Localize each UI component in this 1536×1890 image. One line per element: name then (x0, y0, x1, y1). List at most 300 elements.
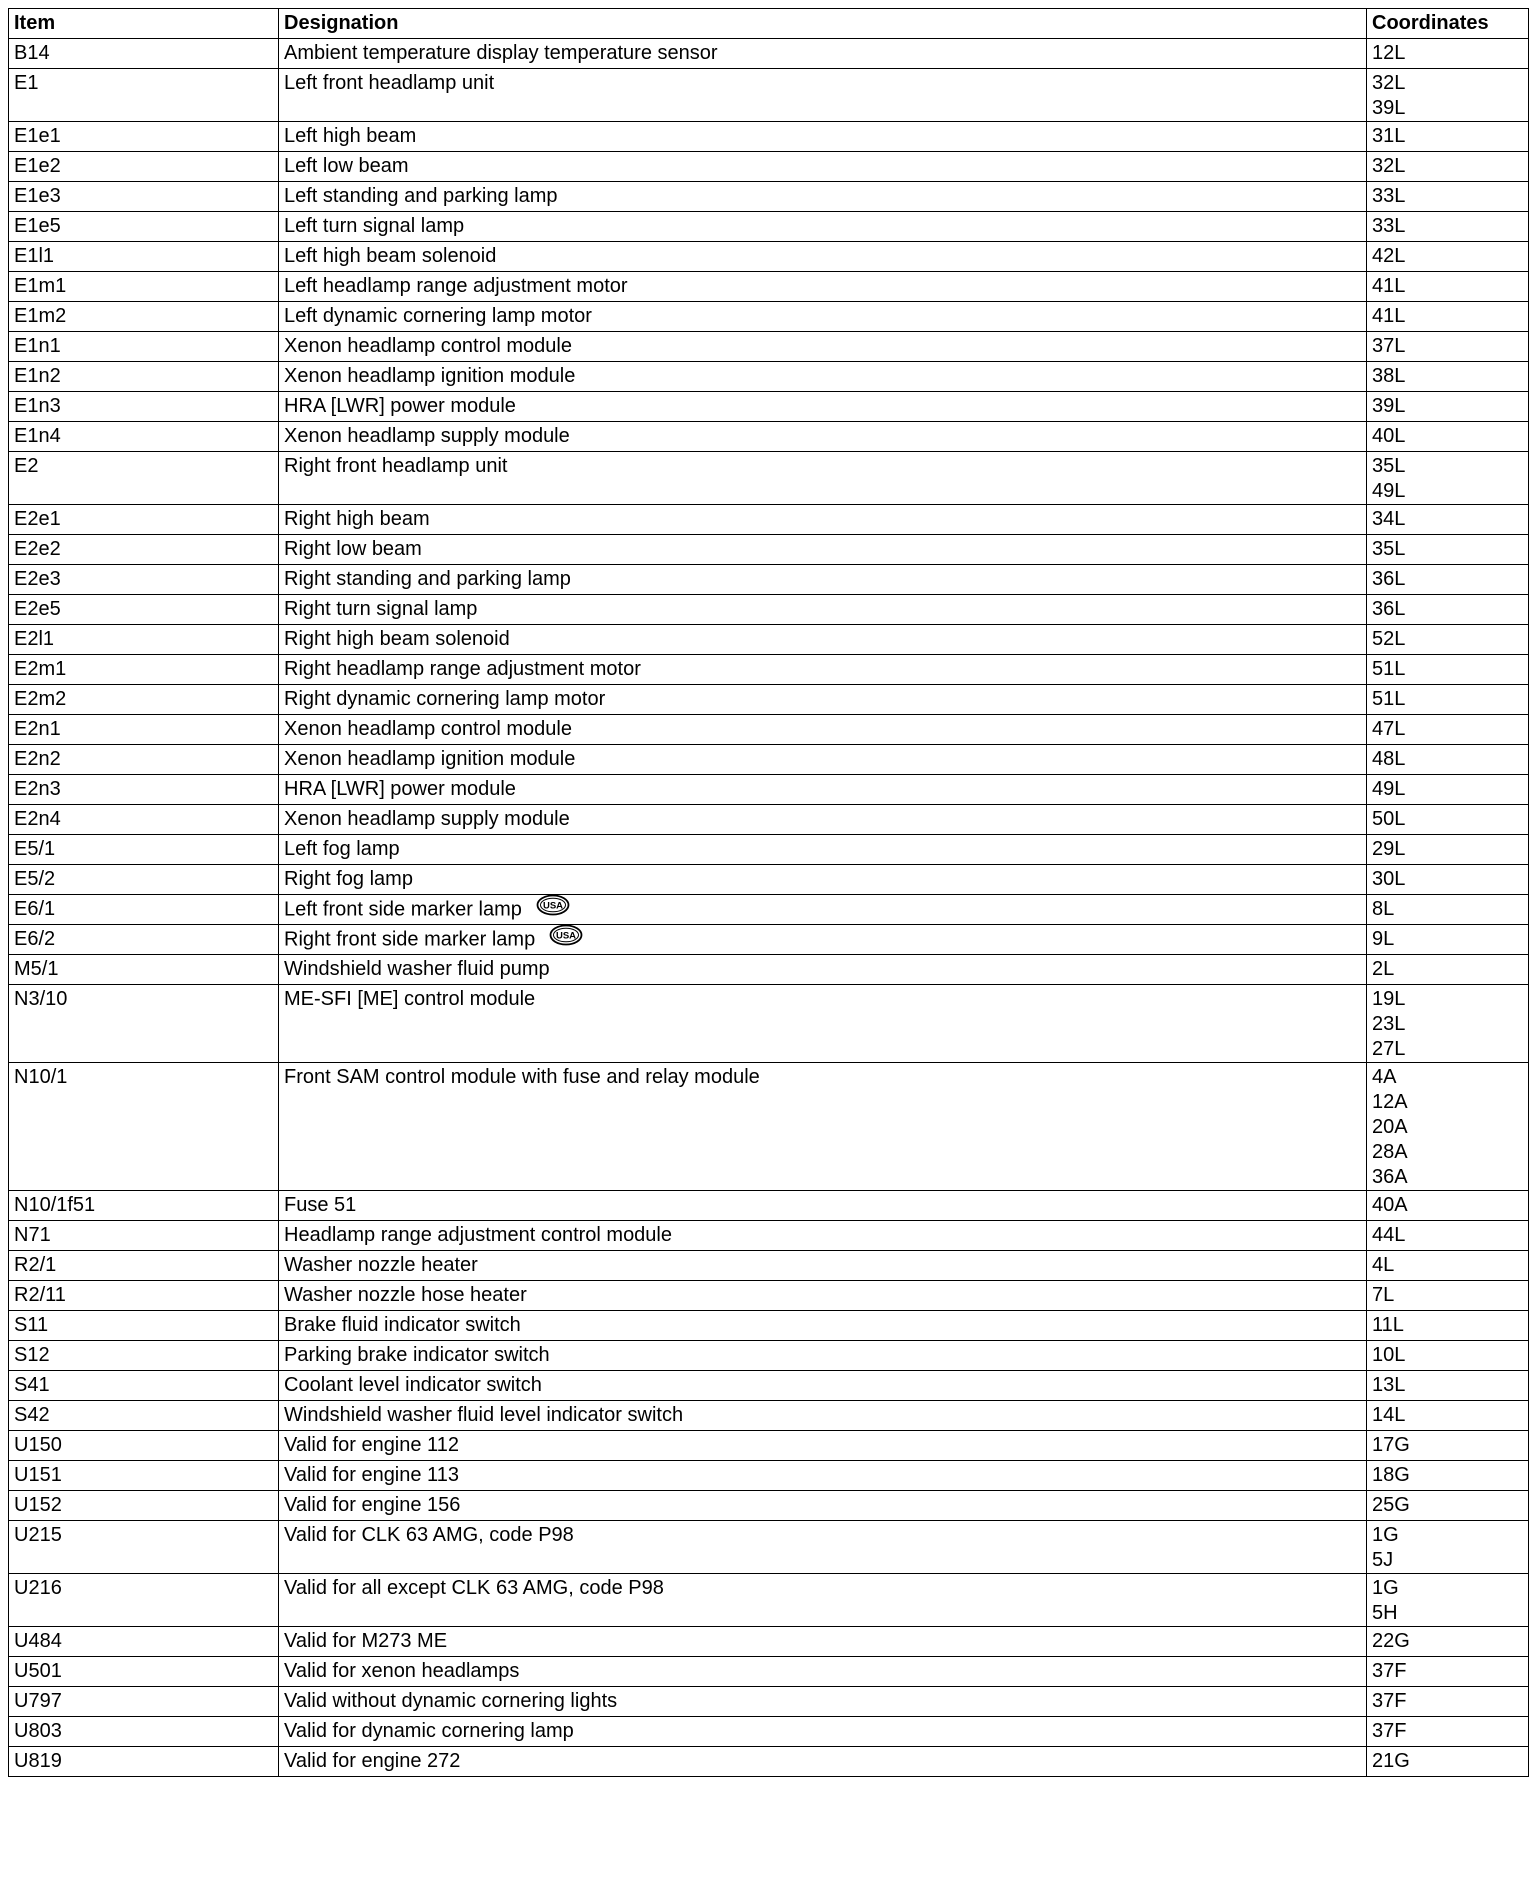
coordinates-cell (1367, 1574, 1529, 1627)
coordinate-value: 33L (1372, 185, 1406, 207)
coordinates-cell (1367, 535, 1529, 565)
coordinate-value: 18G (1372, 1464, 1410, 1486)
table-row (9, 182, 1529, 212)
designation-text: Left headlamp range adjustment motor (284, 275, 628, 297)
coordinate-value: 22G (1372, 1630, 1410, 1652)
designation-cell (279, 655, 1367, 685)
coordinates-cell (1367, 122, 1529, 152)
table-row (9, 1747, 1529, 1777)
coordinates-cell (1367, 775, 1529, 805)
table-row (9, 242, 1529, 272)
table-row (9, 775, 1529, 805)
item-cell: E2e3 (9, 565, 279, 595)
designation-cell (279, 1687, 1367, 1717)
coordinate-value: 2L (1372, 958, 1395, 980)
item-cell: E1 (9, 69, 279, 122)
coordinate-value: 12A (1372, 1091, 1408, 1113)
item-cell: U152 (9, 1491, 279, 1521)
coordinate-value: 40A (1372, 1194, 1408, 1216)
coordinate-value: 41L (1372, 275, 1406, 297)
table-row (9, 272, 1529, 302)
designation-cell (279, 39, 1367, 69)
designation-text: Washer nozzle hose heater (284, 1284, 527, 1306)
item-cell: U819 (9, 1747, 279, 1777)
designation-text: Left dynamic cornering lamp motor (284, 305, 592, 327)
table-row (9, 1251, 1529, 1281)
table-header (9, 9, 1529, 39)
coordinate-value: 37F (1372, 1660, 1407, 1682)
coordinate-value: 17G (1372, 1434, 1410, 1456)
designation-cell (279, 1657, 1367, 1687)
table-row (9, 685, 1529, 715)
coordinates-cell (1367, 182, 1529, 212)
item-cell: E1m1 (9, 272, 279, 302)
item-cell: M5/1 (9, 955, 279, 985)
coordinate-value: 31L (1372, 125, 1406, 147)
designation-text: Right turn signal lamp (284, 598, 478, 620)
item-cell: E1e5 (9, 212, 279, 242)
designation-text: Right fog lamp (284, 868, 413, 890)
coordinates-cell (1367, 1251, 1529, 1281)
item-cell: U484 (9, 1627, 279, 1657)
coordinate-value: 20A (1372, 1116, 1408, 1138)
usa-badge-text: USA (542, 900, 563, 912)
designation-cell (279, 685, 1367, 715)
table-row (9, 925, 1529, 955)
designation-cell (279, 865, 1367, 895)
coordinate-value: 4A (1372, 1066, 1397, 1088)
designation-text: Xenon headlamp ignition module (284, 365, 576, 387)
coordinate-value: 19L (1372, 988, 1406, 1010)
designation-cell (279, 775, 1367, 805)
item-cell: S11 (9, 1311, 279, 1341)
designation-text: Washer nozzle heater (284, 1254, 478, 1276)
designation-text: Ambient temperature display temperature sensor (284, 42, 718, 64)
coordinates-cell (1367, 1747, 1529, 1777)
table-row (9, 1491, 1529, 1521)
item-cell: E1n4 (9, 422, 279, 452)
item-cell: E2m2 (9, 685, 279, 715)
item-cell: S41 (9, 1371, 279, 1401)
coordinate-value: 8L (1372, 898, 1395, 920)
designation-cell (279, 805, 1367, 835)
coordinates-cell (1367, 1431, 1529, 1461)
coordinates-cell (1367, 1461, 1529, 1491)
designation-text: Valid for all except CLK 63 AMG, code P98 (284, 1577, 664, 1599)
designation-cell (279, 1401, 1367, 1431)
item-cell: N71 (9, 1221, 279, 1251)
coordinate-value: 11L (1372, 1314, 1404, 1336)
designation-text: HRA [LWR] power module (284, 395, 516, 417)
designation-cell (279, 745, 1367, 775)
table-row (9, 422, 1529, 452)
table-row (9, 565, 1529, 595)
coordinate-value: 48L (1372, 748, 1406, 770)
table-row (9, 212, 1529, 242)
coordinates-cell (1367, 985, 1529, 1063)
designation-cell (279, 985, 1367, 1063)
coordinates-cell (1367, 69, 1529, 122)
coordinate-value: 35L (1372, 455, 1406, 477)
coordinate-value: 37F (1372, 1690, 1407, 1712)
table-row (9, 1574, 1529, 1627)
coordinate-value: 37L (1372, 335, 1406, 357)
coordinate-value: 30L (1372, 868, 1406, 890)
coordinates-cell (1367, 1687, 1529, 1717)
coordinate-value: 49L (1372, 778, 1406, 800)
item-cell: E1e3 (9, 182, 279, 212)
designation-text: Right front headlamp unit (284, 455, 508, 477)
item-cell: E2 (9, 452, 279, 505)
legend-table (8, 8, 1529, 1777)
designation-cell (279, 182, 1367, 212)
coordinates-cell (1367, 1191, 1529, 1221)
designation-cell (279, 535, 1367, 565)
coordinates-cell (1367, 1657, 1529, 1687)
designation-cell (279, 1311, 1367, 1341)
table-row (9, 152, 1529, 182)
coordinates-cell (1367, 332, 1529, 362)
table-row (9, 1431, 1529, 1461)
table-row (9, 895, 1529, 925)
coordinate-value: 38L (1372, 365, 1406, 387)
designation-text: HRA [LWR] power module (284, 778, 516, 800)
coordinate-value: 14L (1372, 1404, 1406, 1426)
designation-cell (279, 1461, 1367, 1491)
designation-cell (279, 1063, 1367, 1191)
designation-text: Xenon headlamp supply module (284, 808, 570, 830)
coordinate-value: 51L (1372, 688, 1406, 710)
coordinate-value: 1G (1372, 1577, 1399, 1599)
coordinate-value: 41L (1372, 305, 1406, 327)
item-cell: E5/2 (9, 865, 279, 895)
coordinate-value: 21G (1372, 1750, 1410, 1772)
designation-cell (279, 1717, 1367, 1747)
coordinate-value: 29L (1372, 838, 1406, 860)
table-row (9, 1657, 1529, 1687)
item-cell: U215 (9, 1521, 279, 1574)
designation-text: Right headlamp range adjustment motor (284, 658, 641, 680)
coordinate-value: 5J (1372, 1549, 1394, 1571)
designation-text: Xenon headlamp supply module (284, 425, 570, 447)
designation-text: Front SAM control module with fuse and relay module (284, 1066, 760, 1088)
designation-cell (279, 925, 1367, 955)
designation-cell (279, 1371, 1367, 1401)
item-cell: E1n3 (9, 392, 279, 422)
designation-cell (279, 69, 1367, 122)
table-row (9, 332, 1529, 362)
table-row (9, 362, 1529, 392)
table-row (9, 865, 1529, 895)
table-row (9, 392, 1529, 422)
item-cell: E2m1 (9, 655, 279, 685)
item-cell: E2e5 (9, 595, 279, 625)
table-row (9, 1627, 1529, 1657)
coordinates-cell (1367, 625, 1529, 655)
item-cell: E2n3 (9, 775, 279, 805)
coordinates-cell (1367, 452, 1529, 505)
designation-cell (279, 272, 1367, 302)
coordinates-cell (1367, 39, 1529, 69)
table-row (9, 1063, 1529, 1191)
table-row (9, 1461, 1529, 1491)
designation-text: Valid for engine 272 (284, 1750, 461, 1772)
item-cell: N10/1f51 (9, 1191, 279, 1221)
coordinate-value: 36A (1372, 1166, 1408, 1188)
coordinates-cell (1367, 422, 1529, 452)
table-row (9, 625, 1529, 655)
item-cell: E1n1 (9, 332, 279, 362)
item-cell: E1m2 (9, 302, 279, 332)
table-row (9, 39, 1529, 69)
designation-text: ME-SFI [ME] control module (284, 988, 536, 1010)
coordinates-cell (1367, 595, 1529, 625)
coordinate-value: 44L (1372, 1224, 1406, 1246)
designation-text: Right standing and parking lamp (284, 568, 571, 590)
coordinate-value: 13L (1372, 1374, 1406, 1396)
item-cell: E1e1 (9, 122, 279, 152)
designation-cell (279, 595, 1367, 625)
item-cell: E6/1 (9, 895, 279, 925)
coordinates-cell (1367, 152, 1529, 182)
coordinate-value: 28A (1372, 1141, 1408, 1163)
designation-cell (279, 1431, 1367, 1461)
designation-cell (279, 422, 1367, 452)
designation-text: Windshield washer fluid level indicator switch (284, 1404, 684, 1426)
designation-cell (279, 1521, 1367, 1574)
designation-cell (279, 895, 1367, 925)
item-cell: E1n2 (9, 362, 279, 392)
coordinates-cell (1367, 302, 1529, 332)
coordinate-value: 34L (1372, 508, 1406, 530)
designation-text: Valid for engine 156 (284, 1494, 461, 1516)
coordinates-cell (1367, 1717, 1529, 1747)
table-row (9, 1281, 1529, 1311)
table-row (9, 1521, 1529, 1574)
designation-text: Coolant level indicator switch (284, 1374, 542, 1396)
table-row (9, 1371, 1529, 1401)
coordinate-value: 37F (1372, 1720, 1407, 1742)
designation-text: Valid without dynamic cornering lights (284, 1690, 618, 1712)
item-cell: E1e2 (9, 152, 279, 182)
coordinates-cell (1367, 1221, 1529, 1251)
coordinate-value: 12L (1372, 42, 1406, 64)
coordinate-value: 32L (1372, 72, 1406, 94)
coordinate-value: 51L (1372, 658, 1406, 680)
coordinate-value: 40L (1372, 425, 1406, 447)
table-row (9, 805, 1529, 835)
item-cell: N10/1 (9, 1063, 279, 1191)
designation-cell (279, 1191, 1367, 1221)
coordinates-cell (1367, 212, 1529, 242)
table-row (9, 835, 1529, 865)
coordinate-value: 39L (1372, 395, 1406, 417)
coordinates-cell (1367, 1627, 1529, 1657)
table-row (9, 1687, 1529, 1717)
table-row (9, 1191, 1529, 1221)
table-row (9, 655, 1529, 685)
coordinate-value: 23L (1372, 1013, 1406, 1035)
designation-text: Fuse 51 (284, 1194, 357, 1216)
coordinate-value: 1G (1372, 1524, 1399, 1546)
item-cell: E2e2 (9, 535, 279, 565)
usa-badge-icon (549, 925, 583, 954)
designation-text: Valid for M273 ME (284, 1630, 448, 1652)
designation-text: Left low beam (284, 155, 409, 177)
coordinates-cell (1367, 1491, 1529, 1521)
item-cell: U501 (9, 1657, 279, 1687)
item-cell: R2/11 (9, 1281, 279, 1311)
coordinates-cell (1367, 745, 1529, 775)
table-row (9, 535, 1529, 565)
designation-text: Valid for dynamic cornering lamp (284, 1720, 574, 1742)
designation-cell (279, 1574, 1367, 1627)
coordinates-cell (1367, 955, 1529, 985)
coordinates-cell (1367, 242, 1529, 272)
designation-text: Left front side marker lamp (284, 898, 522, 921)
table-row (9, 69, 1529, 122)
table-row (9, 985, 1529, 1063)
designation-cell (279, 1491, 1367, 1521)
item-cell: U151 (9, 1461, 279, 1491)
designation-cell (279, 1747, 1367, 1777)
table-body (9, 39, 1529, 1777)
coordinate-value: 27L (1372, 1038, 1406, 1060)
header-designation: Designation (279, 9, 1367, 39)
coordinates-cell (1367, 1311, 1529, 1341)
designation-text: Left high beam solenoid (284, 245, 497, 267)
designation-text: Valid for xenon headlamps (284, 1660, 520, 1682)
designation-cell (279, 302, 1367, 332)
coordinate-value: 39L (1372, 97, 1406, 119)
coordinates-cell (1367, 835, 1529, 865)
usa-badge-icon (536, 895, 570, 924)
item-cell: S42 (9, 1401, 279, 1431)
designation-cell (279, 955, 1367, 985)
designation-cell (279, 625, 1367, 655)
designation-cell (279, 392, 1367, 422)
designation-text: Right low beam (284, 538, 422, 560)
coordinates-cell (1367, 895, 1529, 925)
item-cell: R2/1 (9, 1251, 279, 1281)
designation-text: Xenon headlamp control module (284, 718, 572, 740)
designation-cell (279, 332, 1367, 362)
designation-cell (279, 242, 1367, 272)
coordinates-cell (1367, 925, 1529, 955)
table-row (9, 595, 1529, 625)
coordinate-value: 49L (1372, 480, 1406, 502)
designation-cell (279, 1341, 1367, 1371)
coordinates-cell (1367, 565, 1529, 595)
designation-cell (279, 1281, 1367, 1311)
designation-cell (279, 152, 1367, 182)
table-row (9, 1311, 1529, 1341)
header-row (9, 9, 1529, 39)
table-row (9, 302, 1529, 332)
table-row (9, 1221, 1529, 1251)
coordinate-value: 52L (1372, 628, 1406, 650)
designation-text: Right high beam (284, 508, 430, 530)
coordinates-cell (1367, 505, 1529, 535)
item-cell: S12 (9, 1341, 279, 1371)
item-cell: U216 (9, 1574, 279, 1627)
coordinates-cell (1367, 362, 1529, 392)
usa-badge-text: USA (556, 930, 577, 942)
designation-text: Right high beam solenoid (284, 628, 510, 650)
designation-text: Parking brake indicator switch (284, 1344, 550, 1366)
designation-text: Left fog lamp (284, 838, 400, 860)
coordinates-cell (1367, 715, 1529, 745)
designation-text: Brake fluid indicator switch (284, 1314, 521, 1336)
coordinate-value: 42L (1372, 245, 1406, 267)
designation-cell (279, 1627, 1367, 1657)
coordinates-cell (1367, 1401, 1529, 1431)
item-cell: N3/10 (9, 985, 279, 1063)
designation-cell (279, 715, 1367, 745)
coordinate-value: 36L (1372, 568, 1406, 590)
designation-text: Right front side marker lamp (284, 928, 536, 951)
table-row (9, 1717, 1529, 1747)
designation-text: Valid for CLK 63 AMG, code P98 (284, 1524, 574, 1546)
header-item: Item (9, 9, 279, 39)
item-cell: E2n1 (9, 715, 279, 745)
designation-cell (279, 362, 1367, 392)
designation-text: Left high beam (284, 125, 417, 147)
coordinate-value: 25G (1372, 1494, 1410, 1516)
coordinate-value: 35L (1372, 538, 1406, 560)
item-cell: E6/2 (9, 925, 279, 955)
designation-text: Windshield washer fluid pump (284, 958, 550, 980)
designation-cell (279, 212, 1367, 242)
coordinate-value: 7L (1372, 1284, 1395, 1306)
item-cell: U797 (9, 1687, 279, 1717)
table-row (9, 1341, 1529, 1371)
header-coordinates: Coordinates (1367, 9, 1529, 39)
coordinates-cell (1367, 805, 1529, 835)
item-cell: U150 (9, 1431, 279, 1461)
designation-cell (279, 1251, 1367, 1281)
designation-cell (279, 1221, 1367, 1251)
designation-text: Xenon headlamp control module (284, 335, 572, 357)
designation-text: Right dynamic cornering lamp motor (284, 688, 606, 710)
designation-cell (279, 122, 1367, 152)
item-cell: E1l1 (9, 242, 279, 272)
coordinate-value: 47L (1372, 718, 1406, 740)
designation-cell (279, 565, 1367, 595)
item-cell: E2l1 (9, 625, 279, 655)
coordinates-cell (1367, 655, 1529, 685)
designation-cell (279, 452, 1367, 505)
coordinate-value: 4L (1372, 1254, 1395, 1276)
coordinate-value: 32L (1372, 155, 1406, 177)
coordinate-value: 9L (1372, 928, 1395, 950)
item-cell: B14 (9, 39, 279, 69)
item-cell: U803 (9, 1717, 279, 1747)
designation-text: Valid for engine 112 (284, 1434, 459, 1456)
table-row (9, 745, 1529, 775)
item-cell: E2n2 (9, 745, 279, 775)
table-row (9, 1401, 1529, 1431)
designation-text: Headlamp range adjustment control module (284, 1224, 672, 1246)
designation-cell (279, 505, 1367, 535)
table-row (9, 505, 1529, 535)
designation-text: Valid for engine 113 (284, 1464, 459, 1486)
table-row (9, 122, 1529, 152)
designation-text: Left standing and parking lamp (284, 185, 558, 207)
designation-text: Xenon headlamp ignition module (284, 748, 576, 770)
coordinate-value: 33L (1372, 215, 1406, 237)
coordinate-value: 36L (1372, 598, 1406, 620)
